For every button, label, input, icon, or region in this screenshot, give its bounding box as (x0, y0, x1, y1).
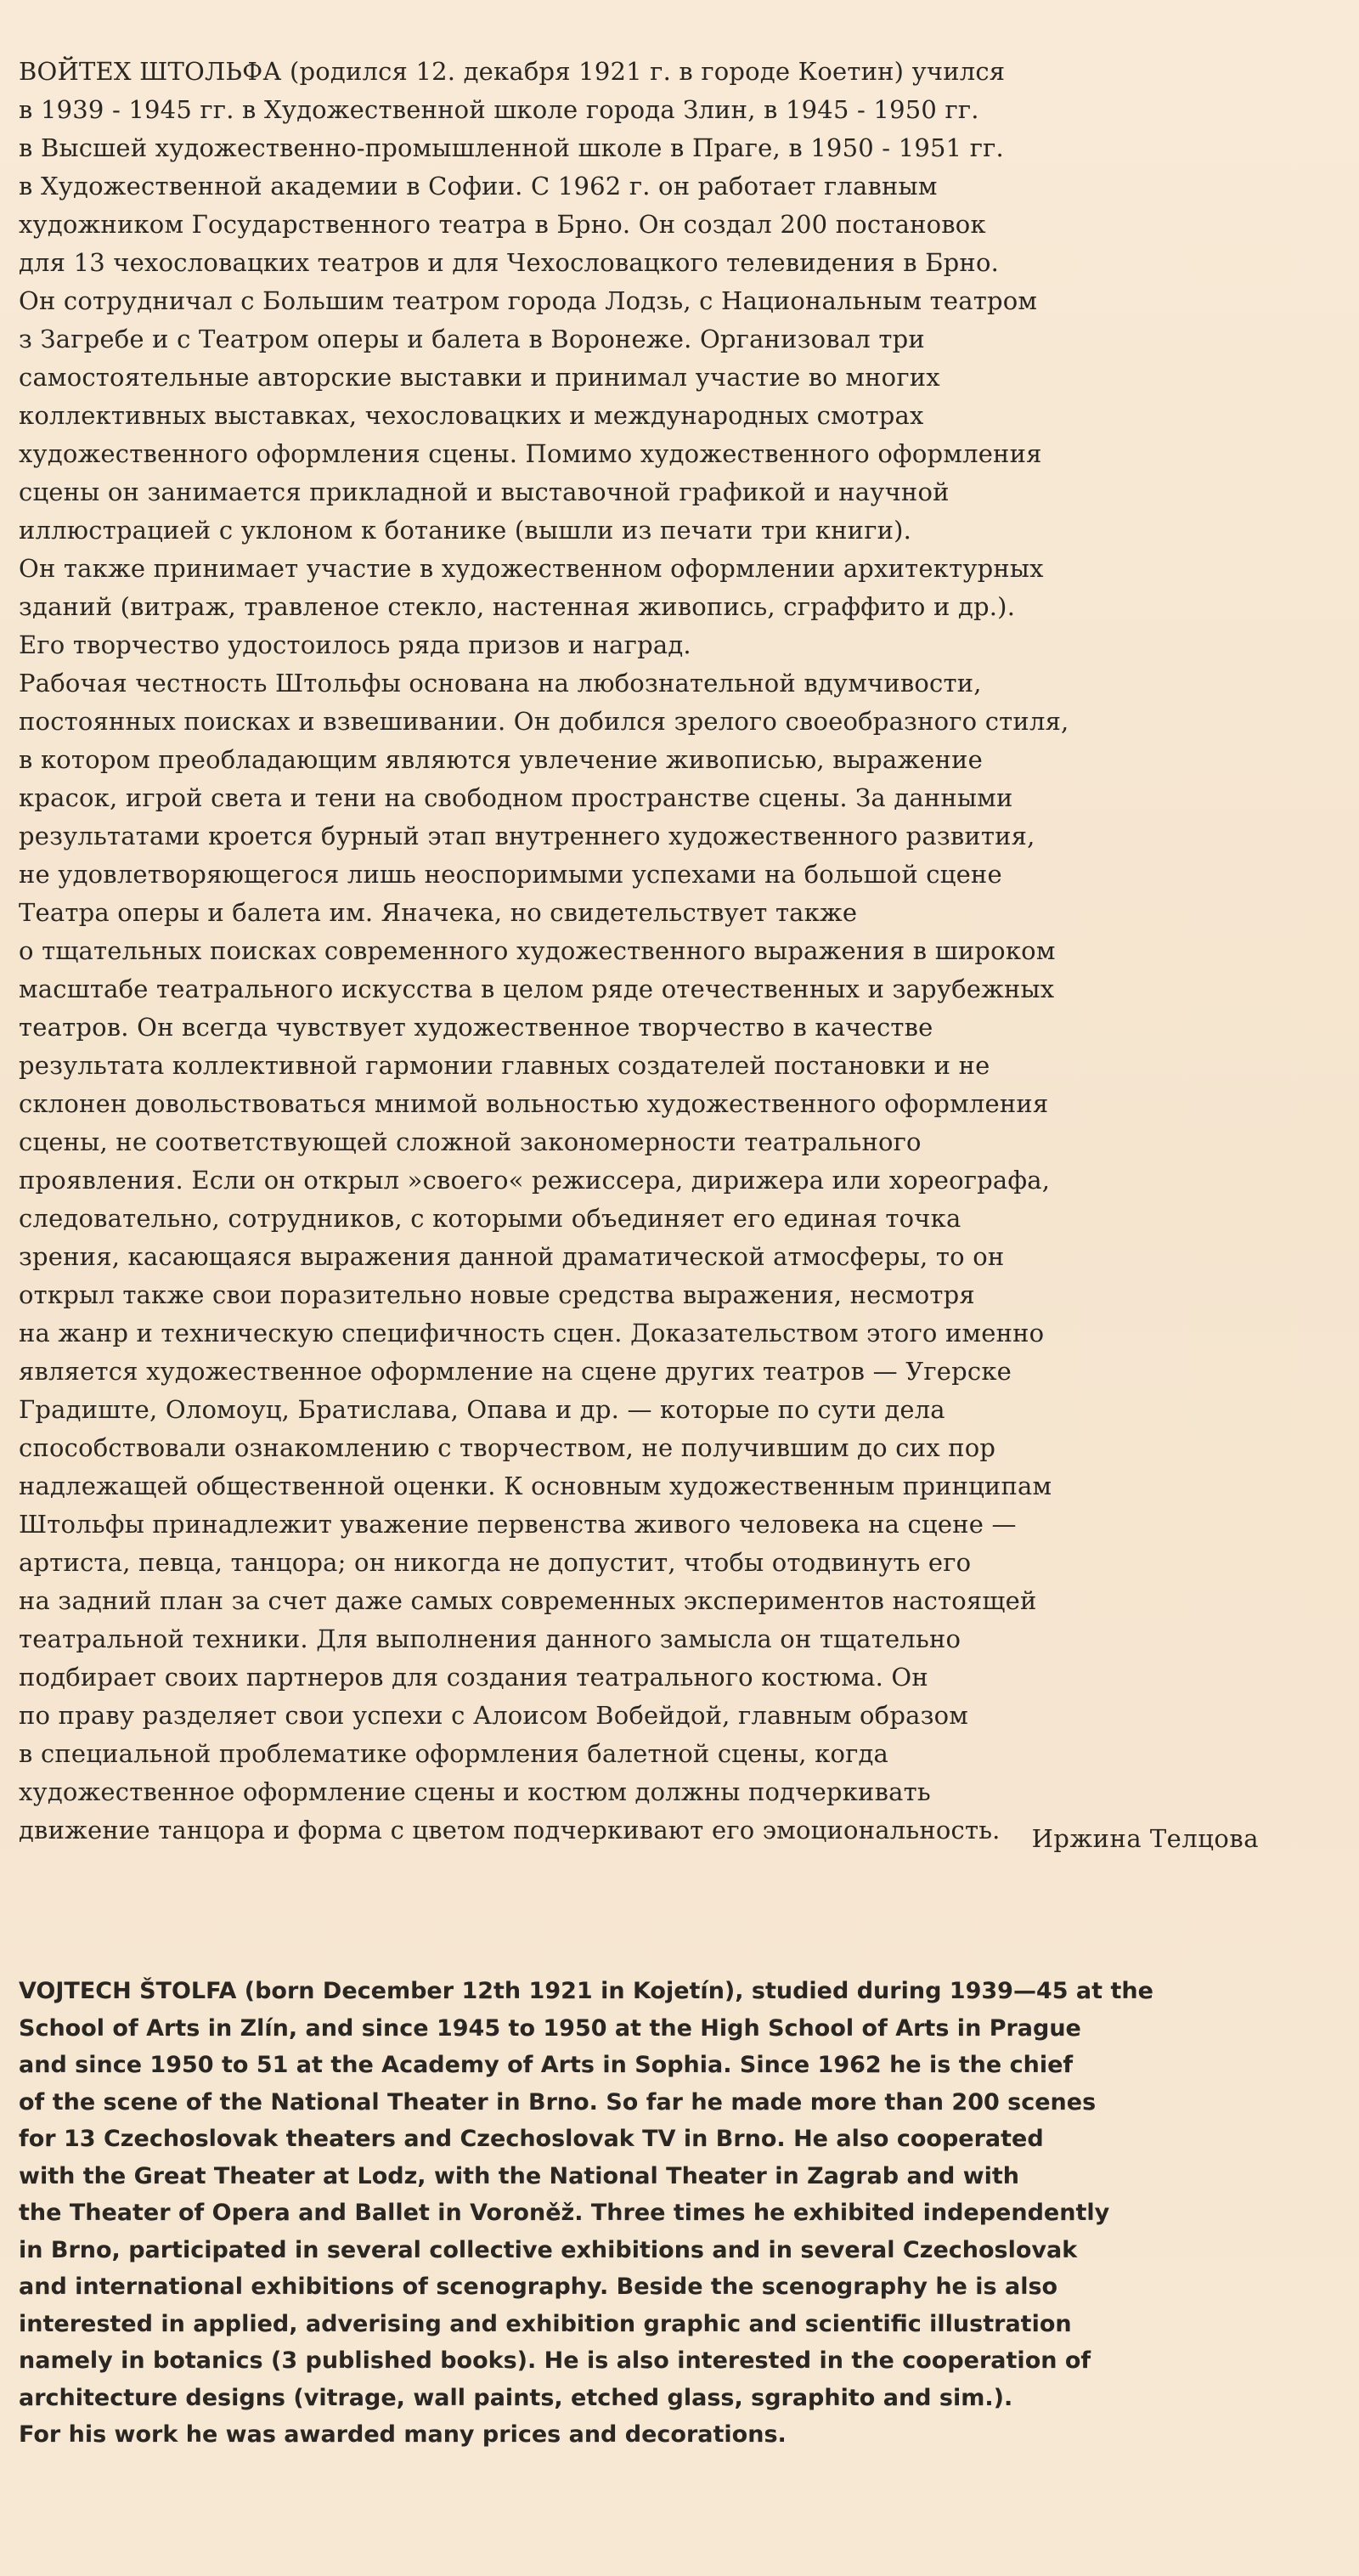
english-text-line: interested in applied, adverising and exhibition graphic and scientific illustration (19, 2310, 1072, 2337)
russian-text-line: постоянных поисках и взвешивании. Он добился зрелого своеобразного стиля, (19, 707, 1069, 736)
russian-text-line: проявления. Если он открыл »своего« режиссера, дирижера или хореографа, (19, 1166, 1051, 1195)
russian-text-line: Его творчество удостоилось ряда призов и наград. (19, 630, 691, 659)
russian-text-line: Он также принимает участие в художественном оформлении архитектурных (19, 554, 1044, 583)
russian-text-line: результатами кроется бурный этап внутреннего художественного развития, (19, 822, 1035, 850)
english-text-line: the Theater of Opera and Ballet in Voroněž. Three times he exhibited independently (19, 2200, 1110, 2226)
russian-text-line: зрения, касающаяся выражения данной драматической атмосферы, то он (19, 1242, 1005, 1271)
author-signature: Иржина Телцова (1031, 1824, 1259, 1853)
russian-text-line: сцены он занимается прикладной и выставочной графикой и научной (19, 477, 950, 506)
russian-text-line: Градиште, Оломоуц, Братислава, Опава и др. — которые по сути дела (19, 1395, 945, 1424)
russian-text-line: сцены, не соответствующей сложной закономерности театрального (19, 1127, 922, 1156)
russian-text-line: самостоятельные авторские выставки и принимал участие во многих (19, 363, 940, 392)
russian-text-line: открыл также свои поразительно новые средства выражения, несмотря (19, 1280, 975, 1309)
english-text-line: and since 1950 to 51 at the Academy of Arts in Sophia. Since 1962 he is the chief (19, 2052, 1074, 2078)
russian-text-line: красок, игрой света и тени на свободном пространстве сцены. За данными (19, 783, 1013, 812)
russian-text-line: склонен довольствоваться мнимой вольностью художественного оформления (19, 1089, 1049, 1118)
russian-text-line: о тщательных поисках современного художественного выражения в широком (19, 936, 1056, 965)
russian-text-line: является художественное оформление на сцене других театров — Угерске (19, 1357, 1012, 1386)
english-text-line: School of Arts in Zlín, and since 1945 to 1950 at the High School of Arts in Prague (19, 2014, 1081, 2042)
russian-text-line: Театра оперы и балета им. Яначека, но свидетельствует также (19, 898, 858, 927)
russian-text-line: в Высшей художественно-промышленной школе в Праге, в 1950 - 1951 гг. (19, 133, 1004, 162)
english-text-line: For his work he was awarded many prices and decorations. (19, 2421, 787, 2448)
russian-text-line: надлежащей общественной оценки. К основным художественным принципам (19, 1472, 1052, 1500)
russian-biography-text (19, 53, 1259, 1850)
russian-text-line: коллективных выставках, чехословацких и международных смотрах (19, 401, 924, 430)
russian-text-line: на задний план за счет даже самых современных экспериментов настоящей (19, 1586, 1037, 1615)
russian-text-line: в котором преобладающим являются увлечение живописью, выражение (19, 745, 983, 774)
russian-text-line: художественное оформление сцены и костюм должны подчеркивать (19, 1777, 931, 1806)
russian-text-line: на жанр и техническую специфичность сцен. Доказательством этого именно (19, 1319, 1045, 1347)
english-text-line: VOJTECH ŠTOLFA (born December 12th 1921 in Kojetín), studied during 1939—45 at the (19, 1978, 1153, 2004)
russian-text-line: не удовлетворяющегося лишь неоспоримыми успехами на большой сцене (19, 860, 1002, 889)
russian-text-line: з Загребе и с Театром оперы и балета в Воронеже. Организовал три (19, 325, 925, 353)
russian-text-line: Рабочая честность Штольфы основана на любознательной вдумчивости, (19, 669, 982, 698)
russian-text-line: в 1939 - 1945 гг. в Художественной школе города Злин, в 1945 - 1950 гг. (19, 95, 979, 124)
russian-text-line: результата коллективной гармонии главных создателей постановки и не (19, 1051, 990, 1080)
russian-text-line: художественного оформления сцены. Помимо художественного оформления (19, 439, 1042, 468)
russian-text-line: зданий (витраж, травленое стекло, настенная живопись, сграффито и др.). (19, 592, 1016, 621)
english-text-line: with the Great Theater at Lodz, with the National Theater in Zagrab and with (19, 2162, 1020, 2189)
russian-text-line: масштабе театрального искусства в целом ряде отечественных и зарубежных (19, 974, 1055, 1003)
russian-text-line: способствовали ознакомлению с творчеством, не получившим до сих пор (19, 1433, 996, 1462)
russian-text-line: в Художественной академии в Софии. С 1962 г. он работает главным (19, 172, 938, 201)
russian-text-line: ВОЙТЕХ ШТОЛЬФА (родился 12. декабря 1921 г. в городе Коетин) учился (19, 57, 1006, 86)
russian-text-line: следовательно, сотрудников, с которыми объединяет его единая точка (19, 1204, 961, 1233)
english-text-line: of the scene of the National Theater in Brno. So far he made more than 200 scenes (19, 2088, 1097, 2116)
english-text-line: for 13 Czechoslovak theaters and Czechoslovak TV in Brno. He also cooperated (19, 2126, 1044, 2152)
english-text-line: namely in botanics (3 published books). He is also interested in the cooperation of (19, 2347, 1091, 2374)
english-text-line: in Brno, participated in several collective exhibitions and in several Czechoslovak (19, 2236, 1078, 2263)
russian-text-line: Он сотрудничал с Большим театром города Лодзь, с Национальным театром (19, 286, 1038, 315)
russian-text-line: подбирает своих партнеров для создания театрального костюма. Он (19, 1663, 928, 1692)
russian-text-line: Штольфы принадлежит уважение первенства живого человека на сцене — (19, 1510, 1017, 1539)
russian-text-line: театров. Он всегда чувствует художественное творчество в качестве (19, 1013, 933, 1042)
english-text-line: architecture designs (vitrage, wall paints, etched glass, sgraphito and sim.). (19, 2384, 1013, 2411)
russian-text-line: театральной техники. Для выполнения данного замысла он тщательно (19, 1624, 961, 1653)
russian-text-line: иллюстрацией с уклоном к ботанике (вышли из печати три книги). (19, 516, 912, 545)
russian-text-line: движение танцора и форма с цветом подчеркивают его эмоциональность. (19, 1816, 1001, 1844)
english-biography-text (19, 1973, 1327, 2454)
english-text-line: and international exhibitions of scenography. Beside the scenography he is also (19, 2274, 1058, 2300)
russian-text-line: художником Государственного театра в Брно. Он создал 200 постановок (19, 210, 986, 239)
russian-text-line: для 13 чехословацких театров и для Чехословацкого телевидения в Брно. (19, 248, 1000, 277)
russian-text-line: в специальной проблематике оформления балетной сцены, когда (19, 1739, 889, 1768)
russian-text-line: артиста, певца, танцора; он никогда не допустит, чтобы отодвинуть его (19, 1548, 972, 1577)
russian-text-line: по праву разделяет свои успехи с Алоисом Вобейдой, главным образом (19, 1701, 969, 1730)
